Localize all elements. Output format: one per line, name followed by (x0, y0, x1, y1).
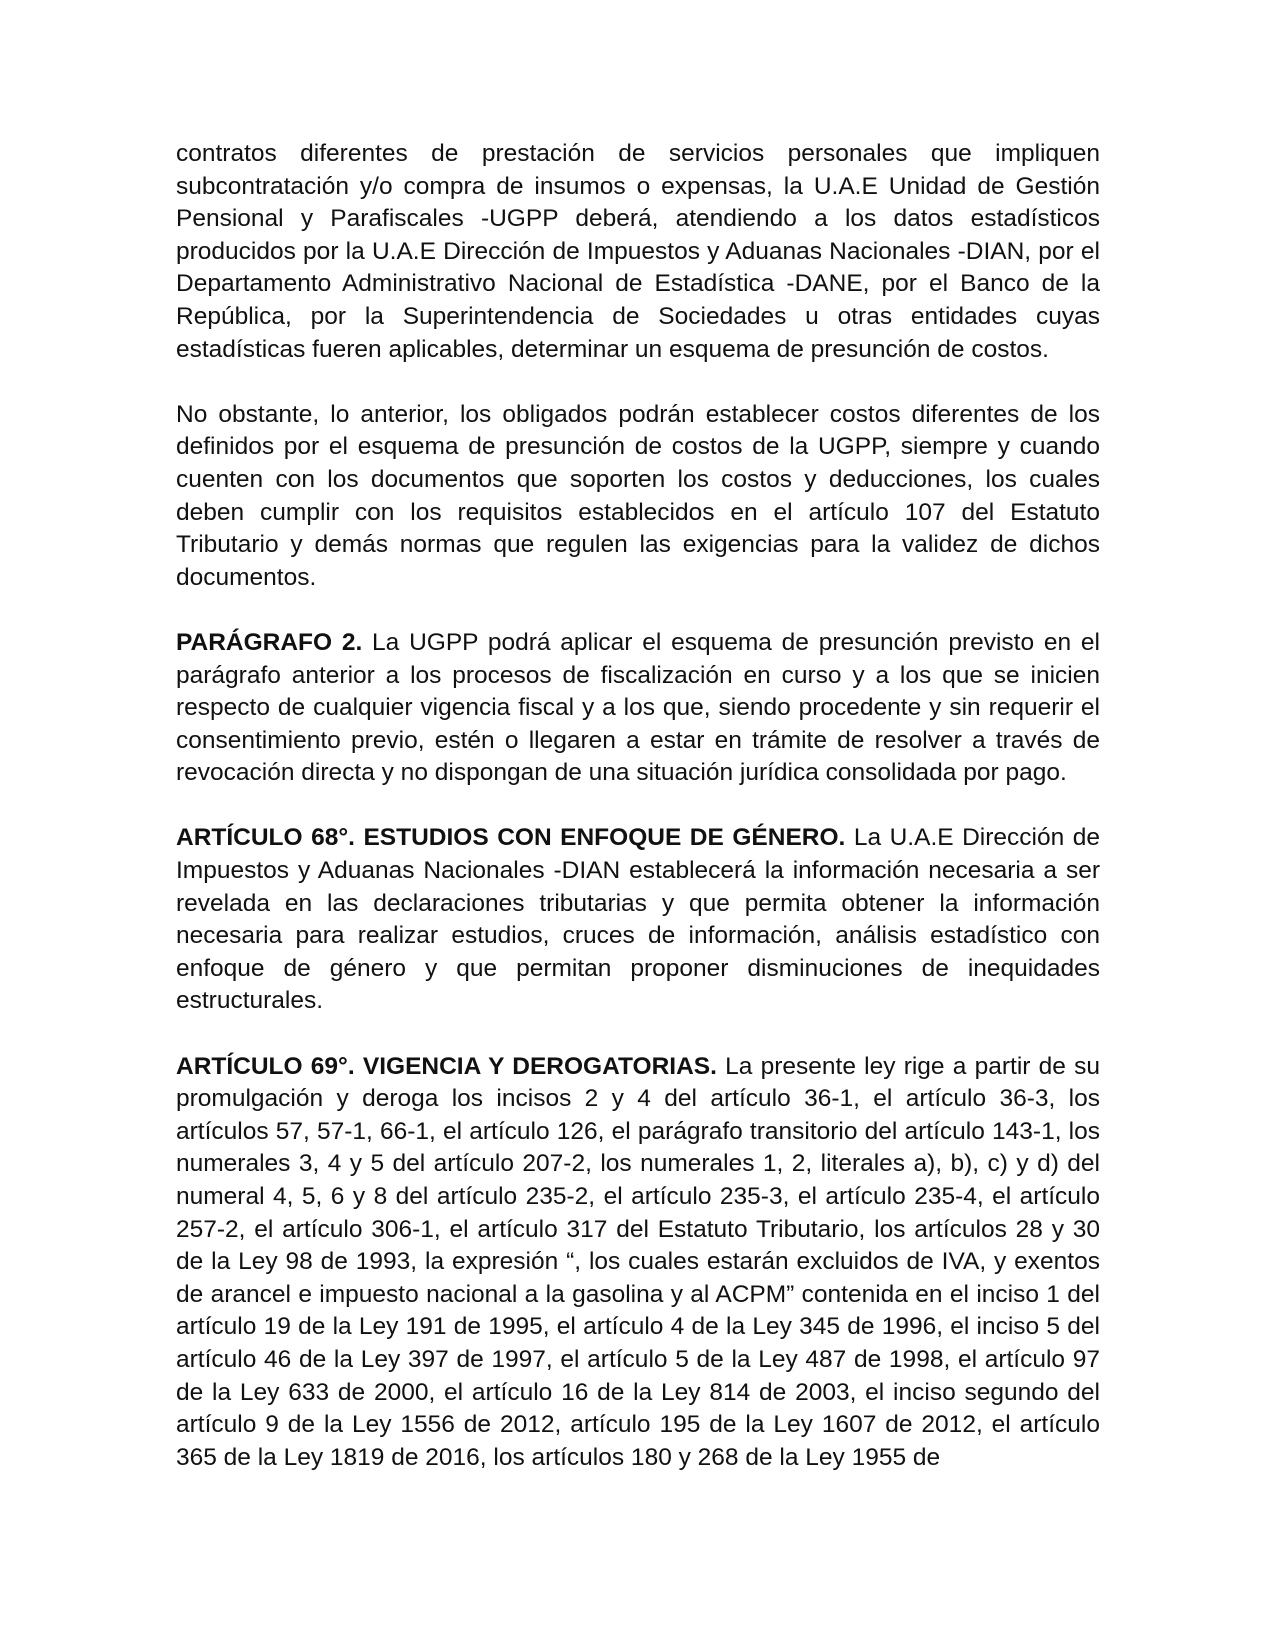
paragraph-presuncion-costos (176, 138, 1100, 366)
paragraph-heading: PARÁGRAFO 2. (176, 628, 363, 656)
paragraph-text: La presente ley rige a partir de su promulgación y deroga los incisos 2 y 4 del artículo 36-1, el artículo 36-3, los artículos 57, 57-1, 66-1, el artículo 126, el parágrafo transitorio del artículo 143-1, los numerales 3, 4 y 5 del artículo 207-2, los numerales 1, 2, literales a), b), c) y d) del numeral 4, 5, 6 y 8 del artículo 235-2, el artículo 235-3, el artículo 235-4, el artículo 257-2, el artículo 306-1, el artículo 317 del Estatuto Tributario, los artículos 28 y 30 de la Ley 98 de 1993, la expresión “, los cuales estarán excluidos de IVA, y exentos de arancel e impuesto nacional a la gasolina y al ACPM” contenida en el inciso 1 del artículo 19 de la Ley 191 de 1995, el artículo 4 de la Ley 345 de 1996, el inciso 5 del artículo 46 de la Ley 397 de 1997, el artículo 5 de la Ley 487 de 1998, el artículo 97 de la Ley 633 de 2000, el artículo 16 de la Ley 814 de 2003, el inciso segundo del artículo 9 de la Ley 1556 de 2012, artículo 195 de la Ley 1607 de 2012, el artículo 365 de la Ley 1819 de 2016, los artículos 180 y 268 de la Ley 1955 de (176, 1052, 1100, 1471)
paragraph-text: La UGPP podrá aplicar el esquema de presunción previsto en el parágrafo anterior a los procesos de fiscalización en curso y a los que se inicien respecto de cualquier vigencia fiscal y a los que, siendo procedente y sin requerir el consentimiento previo, estén o llegaren a estar en trámite de resolver a través de revocación directa y no dispongan de una situación jurídica consolidada por pago. (176, 628, 1100, 787)
paragraph-text: contratos diferentes de prestación de servicios personales que impliquen subcontratación y/o compra de insumos o expensas, la U.A.E Unidad de Gestión Pensional y Parafiscales -UGPP deberá, atendiendo a los datos estadísticos producidos por la U.A.E Dirección de Impuestos y Aduanas Nacionales -DIAN, por el Departamento Administrativo Nacional de Estadística -DANE, por el Banco de la República, por la Superintendencia de Sociedades u otras entidades cuyas estadísticas fueren aplicables, determinar un esquema de presunción de costos. (176, 140, 1100, 363)
paragraph-articulo-68 (176, 822, 1100, 1018)
paragraph-paragrafo-2 (176, 627, 1100, 790)
paragraph-no-obstante (176, 399, 1100, 595)
paragraph-articulo-69 (176, 1051, 1100, 1475)
paragraph-text: No obstante, lo anterior, los obligados podrán establecer costos diferentes de los definidos por el esquema de presunción de costos de la UGPP, siempre y cuando cuenten con los documentos que soporten los costos y deducciones, los cuales deben cumplir con los requisitos establecidos en el artículo 107 del Estatuto Tributario y demás normas que regulen las exigencias para la validez de dichos documentos. (176, 400, 1100, 591)
paragraph-heading: ARTÍCULO 69°. VIGENCIA Y DEROGATORIAS. (176, 1052, 717, 1080)
paragraph-text: La U.A.E Dirección de Impuestos y Aduanas Nacionales -DIAN establecerá la información necesaria a ser revelada en las declaraciones tributarias y que permita obtener la información necesaria para realizar estudios, cruces de información, análisis estadístico con enfoque de género y que permitan proponer disminuciones de inequidades estructurales. (176, 824, 1100, 1015)
paragraph-heading: ARTÍCULO 68°. ESTUDIOS CON ENFOQUE DE GÉNERO. (176, 824, 846, 852)
document-page (176, 138, 1100, 1474)
